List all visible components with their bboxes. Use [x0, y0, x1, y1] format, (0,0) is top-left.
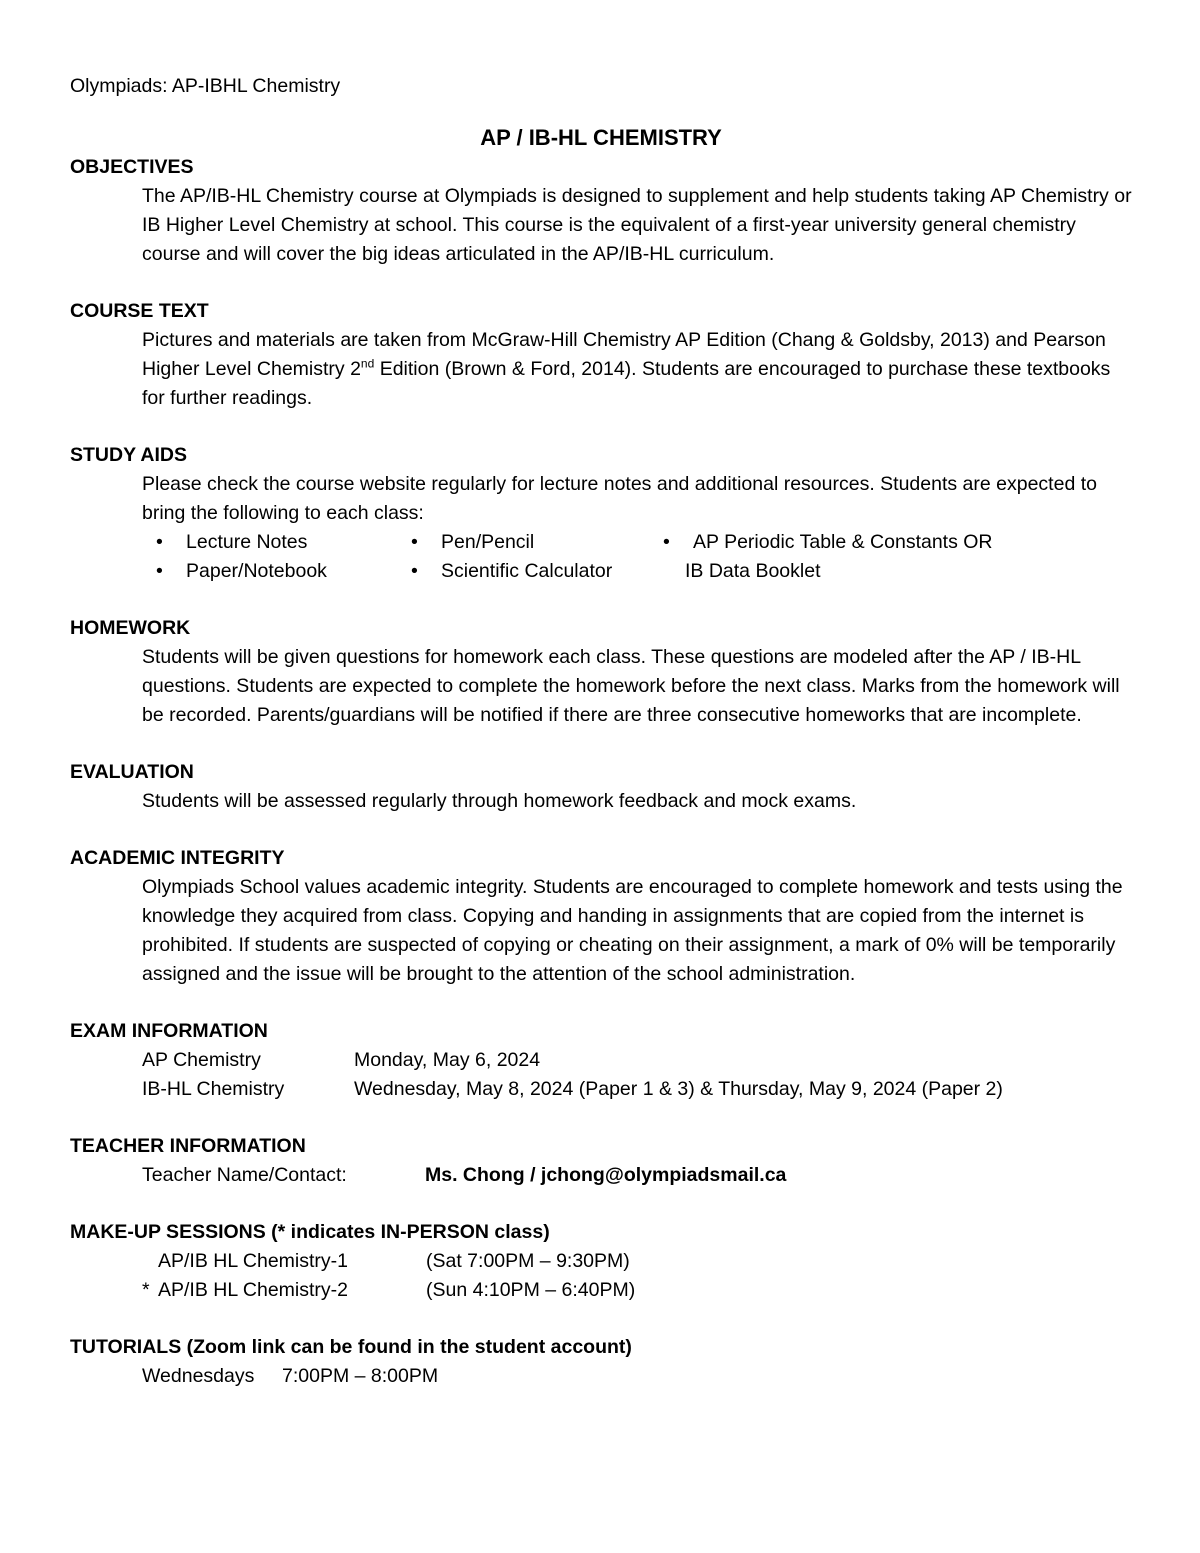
bullet-icon: • [663, 531, 670, 553]
makeup-time: (Sun 4:10PM – 6:40PM) [426, 1279, 636, 1301]
study-aids-text: Please check the course website regularly for lecture notes and additional resources. Students are expected to bring the following to each class: [142, 473, 1097, 524]
course-text-text [142, 326, 1132, 413]
course-text-part-2: Edition (Brown & Ford, 2014). Students are encouraged to purchase these textbooks for further readings. [142, 358, 1111, 409]
objectives-section [70, 153, 1132, 269]
tutorial-row [142, 1362, 1132, 1391]
academic-integrity-text: Olympiads School values academic integrity. Students are encouraged to complete homework and tests using the knowledge they acquired from class. Copying and handing in assignments that are copied from the internet is prohibited. If students are suspected of copying or cheating on their assignment, a mark of 0% will be temporarily assigned and the issue will be brought to the attention of the school administration. [142, 876, 1123, 985]
exam-information-heading: EXAM INFORMATION [70, 1020, 268, 1042]
makeup-row [142, 1247, 1132, 1276]
exam-information-section [70, 1017, 1132, 1104]
makeup-class-name: AP/IB HL Chemistry-1 [158, 1250, 348, 1272]
exam-label: IB-HL Chemistry [142, 1078, 285, 1100]
in-person-marker: * [142, 1279, 150, 1301]
tutorials-section [70, 1333, 1132, 1391]
makeup-sessions-heading: MAKE-UP SESSIONS (* indicates IN-PERSON class) [70, 1221, 550, 1243]
tutorials-heading: TUTORIALS (Zoom link can be found in the student account) [70, 1336, 632, 1358]
makeup-row [142, 1276, 1132, 1305]
homework-heading: HOMEWORK [70, 617, 191, 639]
homework-text: Students will be given questions for homework each class. These questions are modeled after the AP / IB-HL questions. Students are expected to complete the homework before the next class. Marks from the homework will be recorded. Parents/guardians will be notified if there are three consecutive homeworks that are incomplete. [142, 646, 1120, 726]
ordinal-superscript: nd [360, 356, 375, 371]
bullet-icon: • [156, 531, 163, 553]
list-item [397, 528, 649, 557]
list-item-continuation [649, 557, 1069, 586]
tutorial-time: 7:00PM – 8:00PM [282, 1365, 439, 1387]
list-item [397, 557, 649, 586]
document-title: AP / IB-HL CHEMISTRY [480, 125, 722, 150]
list-item-label: IB Data Booklet [685, 560, 821, 582]
evaluation-text: Students will be assessed regularly through homework feedback and mock exams. [142, 790, 857, 812]
document-page [70, 72, 1132, 1391]
evaluation-heading: EVALUATION [70, 761, 194, 783]
teacher-information-section [70, 1132, 1132, 1190]
list-item [142, 557, 397, 586]
study-aids-column-3 [649, 528, 1069, 586]
bullet-icon: • [156, 560, 163, 582]
list-item [649, 528, 1069, 557]
bullet-icon: • [411, 560, 418, 582]
exam-row [142, 1075, 1132, 1104]
evaluation-section [70, 758, 1132, 816]
objectives-text: The AP/IB-HL Chemistry course at Olympiads is designed to supplement and help students taking AP Chemistry or IB Higher Level Chemistry at school. This course is the equivalent of a first-year university general chemistry course and will cover the big ideas articulated in the AP/IB-HL curriculum. [142, 185, 1132, 265]
list-item-label: Scientific Calculator [441, 560, 613, 582]
teacher-information-heading: TEACHER INFORMATION [70, 1135, 306, 1157]
teacher-contact: Ms. Chong / jchong@olympiadsmail.ca [425, 1164, 787, 1186]
study-aids-column-2 [397, 528, 649, 586]
academic-integrity-section [70, 844, 1132, 989]
course-text-heading: COURSE TEXT [70, 300, 209, 322]
exam-date: Wednesday, May 8, 2024 (Paper 1 & 3) & Thursday, May 9, 2024 (Paper 2) [354, 1078, 1003, 1100]
exam-date: Monday, May 6, 2024 [354, 1049, 541, 1071]
list-item-label: AP Periodic Table & Constants OR [693, 531, 993, 553]
objectives-heading: OBJECTIVES [70, 156, 194, 178]
course-text-part-1: Pictures and materials are taken from McGraw-Hill Chemistry AP Edition (Chang & Goldsby, 2013) and Pearson Higher Level Chemistry 2 [142, 329, 1106, 380]
study-aids-heading: STUDY AIDS [70, 444, 188, 466]
academic-integrity-heading: ACADEMIC INTEGRITY [70, 847, 285, 869]
in-person-marker [142, 1247, 158, 1276]
homework-section [70, 614, 1132, 730]
exam-row [142, 1046, 1132, 1075]
list-item [142, 528, 397, 557]
list-item-label: Lecture Notes [186, 531, 308, 553]
teacher-label: Teacher Name/Contact: [142, 1164, 347, 1186]
list-item-label: Paper/Notebook [186, 560, 327, 582]
makeup-sessions-section [70, 1218, 1132, 1305]
study-aids-column-1 [142, 528, 397, 586]
list-item-label: Pen/Pencil [441, 531, 535, 553]
course-text-section [70, 297, 1132, 413]
study-aids-section [70, 441, 1132, 586]
bullet-icon: • [411, 531, 418, 553]
document-header: Olympiads: AP-IBHL Chemistry [70, 75, 341, 97]
tutorial-day: Wednesdays [142, 1365, 255, 1387]
teacher-row [142, 1161, 1132, 1190]
study-aids-list [142, 528, 1132, 586]
exam-label: AP Chemistry [142, 1049, 261, 1071]
makeup-time: (Sat 7:00PM – 9:30PM) [426, 1250, 630, 1272]
makeup-class-name: AP/IB HL Chemistry-2 [158, 1279, 348, 1301]
